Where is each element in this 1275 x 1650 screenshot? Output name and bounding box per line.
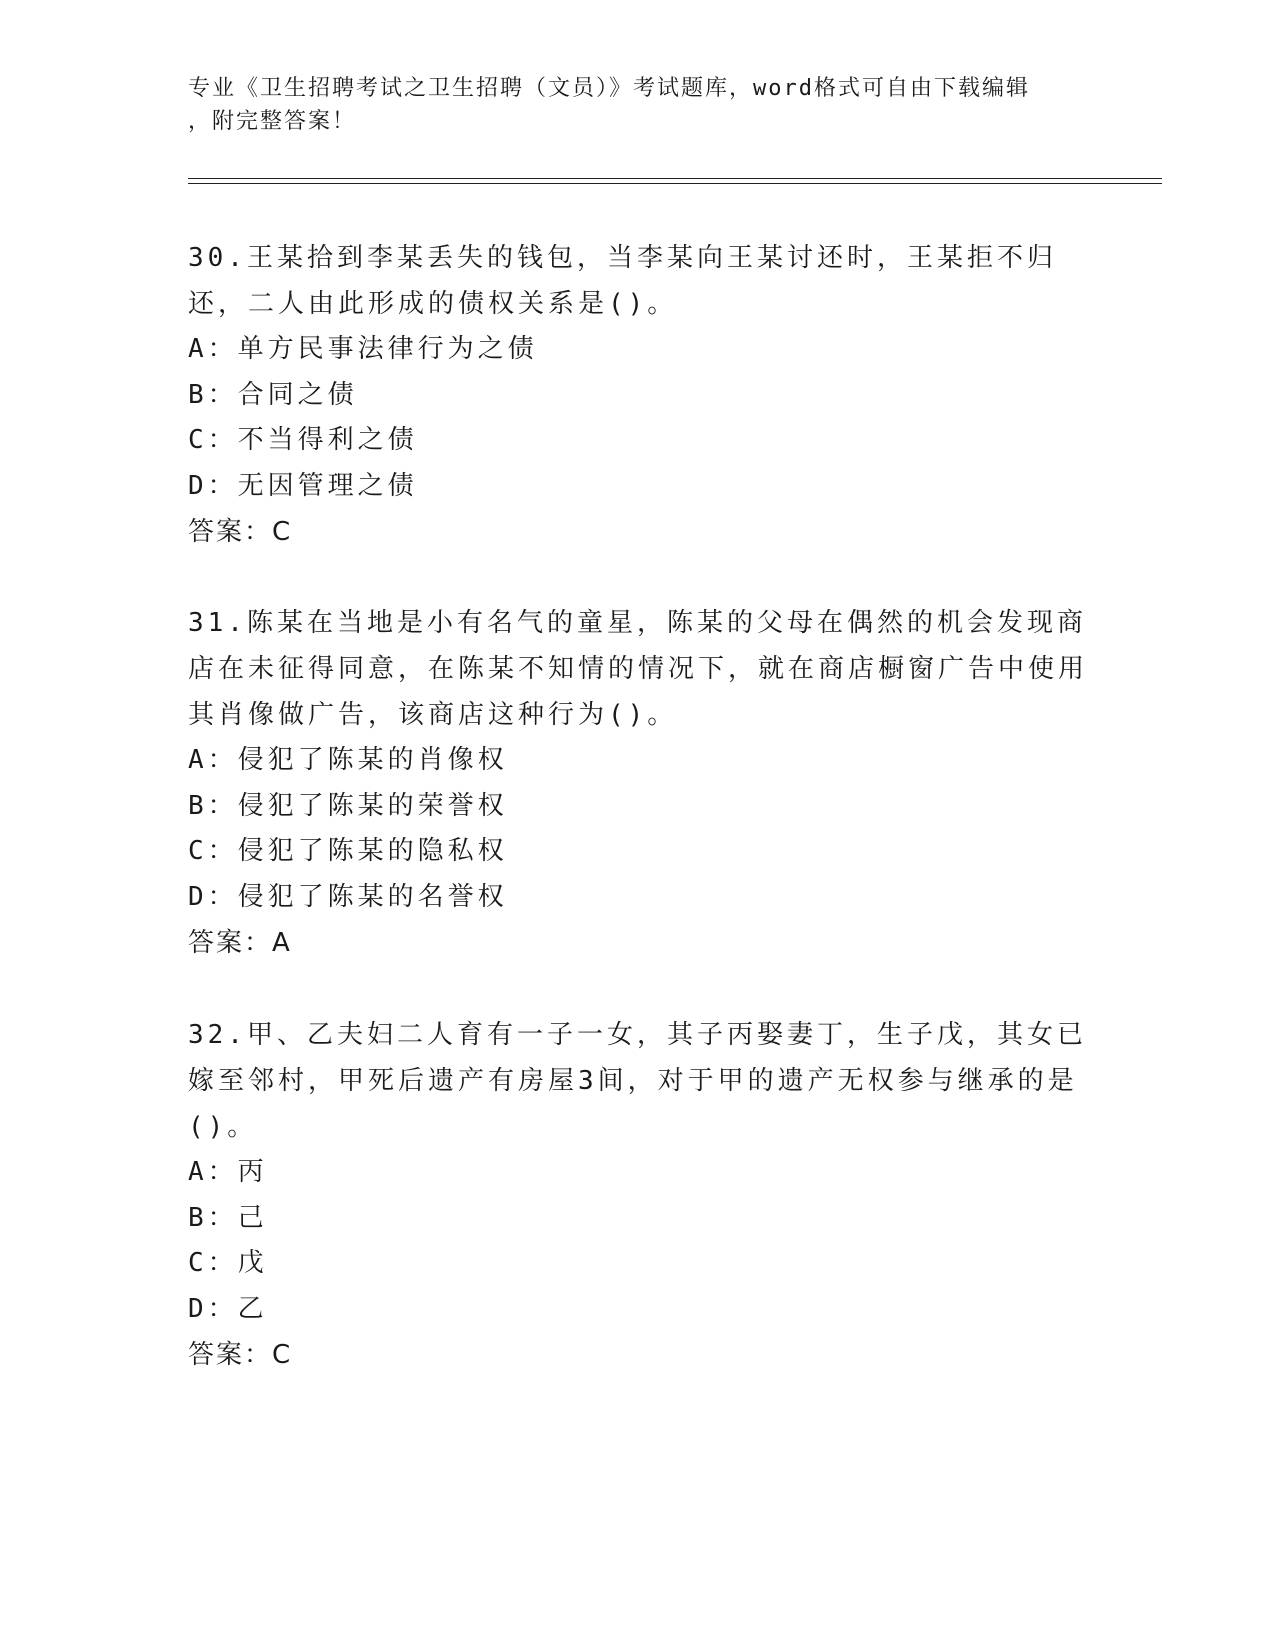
- option-c: C：不当得利之债: [188, 425, 418, 455]
- header-divider-bottom: [188, 183, 1162, 184]
- question-32: [188, 1012, 1088, 1378]
- option-d: D：侵犯了陈某的名誉权: [188, 881, 508, 912]
- option-c: C：侵犯了陈某的隐私权: [188, 836, 508, 866]
- answer: 答案：C: [188, 1340, 293, 1370]
- option-a: A：丙: [188, 1157, 268, 1187]
- option-b: B：合同之债: [188, 379, 358, 410]
- header-line-2: ，附完整答案！: [188, 109, 357, 134]
- question-stem: 32.甲、乙夫妇二人育有一子一女，其子丙娶妻丁，生子戊，其女已嫁至邻村，甲死后遗产有房屋3间，对于甲的遗产无权参与继承的是()。: [188, 1020, 1087, 1142]
- option-d: D：无因管理之债: [188, 470, 418, 501]
- question-30: [188, 235, 1088, 555]
- question-stem: 30.王某拾到李某丢失的钱包，当李某向王某讨还时，王某拒不归还，二人由此形成的债权关系是()。: [188, 243, 1057, 319]
- option-b: B：侵犯了陈某的荣誉权: [188, 790, 508, 821]
- option-b: B：己: [188, 1202, 268, 1233]
- option-a: A：单方民事法律行为之债: [188, 334, 538, 364]
- header-divider-top: [188, 178, 1162, 179]
- option-c: C：戊: [188, 1248, 268, 1278]
- document-header: [188, 72, 1068, 138]
- answer: 答案：A: [188, 928, 292, 958]
- answer: 答案：C: [188, 517, 293, 547]
- question-stem: 31.陈某在当地是小有名气的童星，陈某的父母在偶然的机会发现商店在未征得同意，在陈某不知情的情况下，就在商店橱窗广告中使用其肖像做广告，该商店这种行为()。: [188, 608, 1089, 730]
- header-line-1: 专业《卫生招聘考试之卫生招聘（文员）》考试题库，word格式可自由下载编辑: [188, 76, 1030, 101]
- question-31: [188, 600, 1088, 966]
- option-a: A：侵犯了陈某的肖像权: [188, 745, 508, 775]
- option-d: D：乙: [188, 1293, 268, 1324]
